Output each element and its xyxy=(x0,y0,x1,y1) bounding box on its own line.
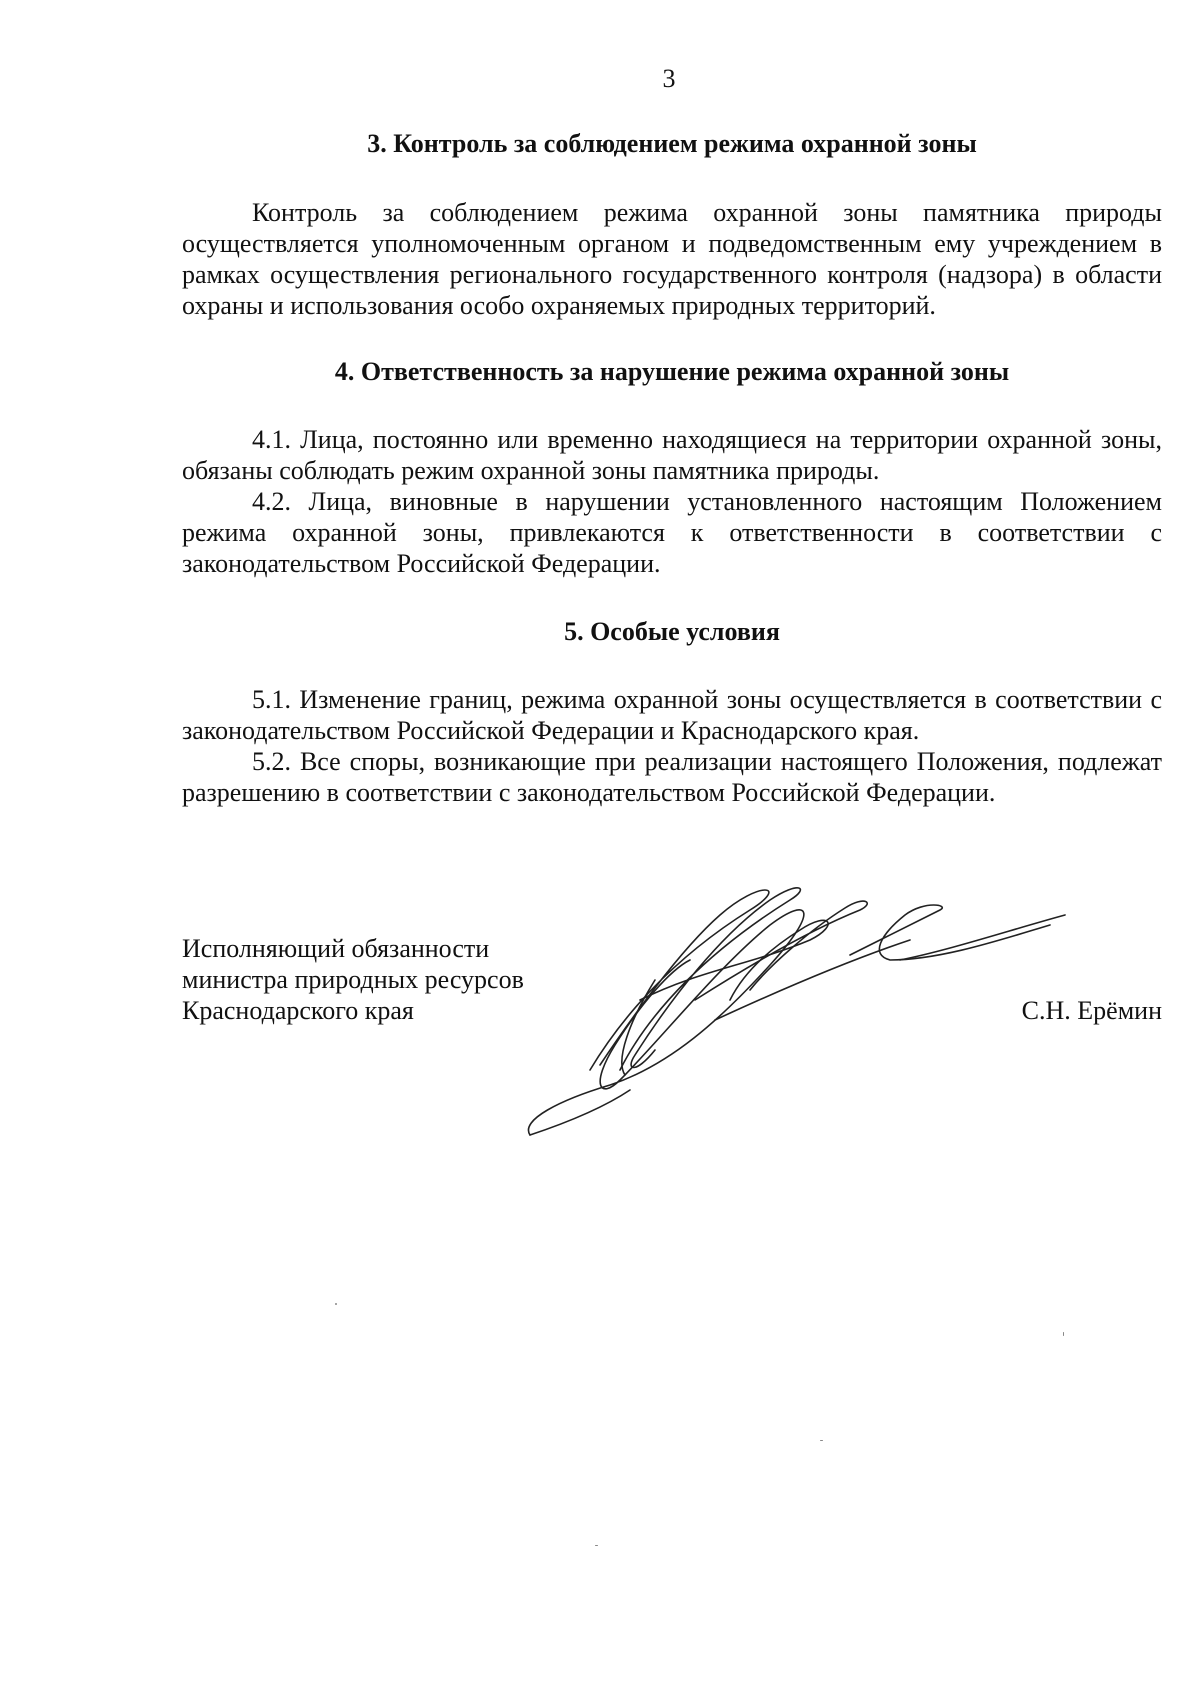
handwritten-signature xyxy=(520,870,1070,1140)
scan-speck xyxy=(335,1303,337,1305)
section-4-item-2: 4.2. Лица, виновные в нарушении установленного настоящим Положением режима охранной зоны, привлекаются к ответственности в соответствии с законодательством Российской Федерации. xyxy=(182,487,1162,578)
signatory-name: С.Н. Ерёмин xyxy=(1021,996,1162,1025)
signatory-position-line-2: министра природных ресурсов xyxy=(182,965,524,994)
section-5-title: 5. Особые условия xyxy=(564,617,780,646)
section-4-title: 4. Ответственность за нарушение режима охранной зоны xyxy=(334,357,1010,386)
section-5-item-1: 5.1. Изменение границ, режима охранной зоны осуществляется в соответствии с законодательством Российской Федерации и Краснодарского края. xyxy=(182,685,1162,745)
section-3-title: 3. Контроль за соблюдением режима охранной зоны xyxy=(367,129,977,158)
signatory-position xyxy=(182,933,524,1026)
scan-speck xyxy=(595,1545,598,1546)
scan-speck xyxy=(820,1440,823,1441)
page-number: 3 xyxy=(662,64,676,93)
signatory-position-line-3: Краснодарского края xyxy=(182,996,414,1025)
document-body xyxy=(182,128,1162,808)
scan-speck xyxy=(1063,1332,1064,1336)
section-4-item-1: 4.1. Лица, постоянно или временно находящиеся на территории охранной зоны, обязаны соблюдать режим охранной зоны памятника природы. xyxy=(182,425,1162,485)
section-3-paragraph: Контроль за соблюдением режима охранной зоны памятника природы осуществляется уполномоченным органом и подведомственным ему учреждением в рамках осуществления регионального государственного контроля (надзора) в области охраны и использования особо охраняемых природных территорий. xyxy=(182,198,1162,320)
signatory-position-line-1: Исполняющий обязанности xyxy=(182,934,490,963)
section-5-item-2: 5.2. Все споры, возникающие при реализации настоящего Положения, подлежат разрешению в соответствии с законодательством Российской Федерации. xyxy=(182,747,1162,807)
